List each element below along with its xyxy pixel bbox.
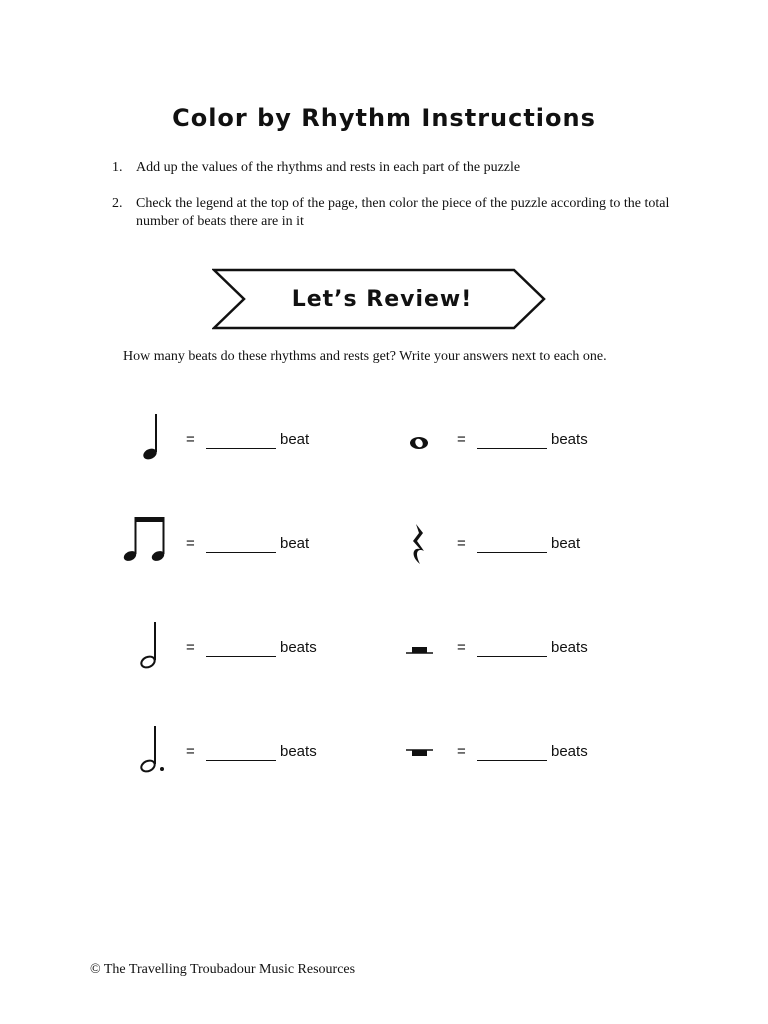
review-question: How many beats do these rhythms and rests get? Write your answers next to each one. [123,349,607,364]
eighth-notes-icon [120,514,170,574]
unit-label: beats [551,639,588,656]
half-rest-icon [401,618,451,678]
answer-blank[interactable] [206,552,276,553]
copyright-footer: © The Travelling Troubadour Music Resources [90,962,356,977]
dotted-half-note-icon [130,722,180,782]
page-title: Color by Rhythm Instructions [172,104,596,132]
step-number: 1. [112,160,123,175]
review-banner-text: Let’s Review! [291,286,473,312]
answer-blank[interactable] [206,448,276,449]
rhythm-item-quarter-rest [401,514,661,574]
unit-label: beats [280,639,317,656]
unit-label: beat [280,535,310,552]
whole-note-icon [401,410,451,470]
unit-label: beat [280,431,310,448]
rhythm-item-whole-note [401,410,661,470]
equals-sign: = [457,535,466,552]
rhythm-item-half-rest [401,618,661,678]
equals-sign: = [186,639,195,656]
equals-sign: = [457,431,466,448]
step-text: Check the legend at the top of the page, then color the piece of the puzzle according to the total number of beats there are in it [136,196,670,229]
whole-rest-icon [401,722,451,782]
rhythm-item-eighth-notes [120,514,380,574]
answer-blank[interactable] [477,448,547,449]
answer-blank[interactable] [477,552,547,553]
half-note-icon [130,618,180,678]
equals-sign: = [186,535,195,552]
equals-sign: = [186,743,195,760]
equals-sign: = [457,639,466,656]
equals-sign: = [457,743,466,760]
rhythm-item-half-note [130,618,390,678]
step-text: Add up the values of the rhythms and rests in each part of the puzzle [136,160,521,175]
unit-label: beat [551,535,581,552]
answer-blank[interactable] [477,656,547,657]
answer-blank[interactable] [206,760,276,761]
quarter-note-icon [130,410,180,470]
answer-blank[interactable] [477,760,547,761]
step-number: 2. [112,196,123,211]
equals-sign: = [186,431,195,448]
rhythm-item-dotted-half-note [130,722,390,782]
rhythm-item-whole-rest [401,722,661,782]
rhythm-item-quarter-note [130,410,390,470]
unit-label: beats [551,431,588,448]
unit-label: beats [280,743,317,760]
answer-blank[interactable] [206,656,276,657]
quarter-rest-icon [401,514,451,574]
unit-label: beats [551,743,588,760]
